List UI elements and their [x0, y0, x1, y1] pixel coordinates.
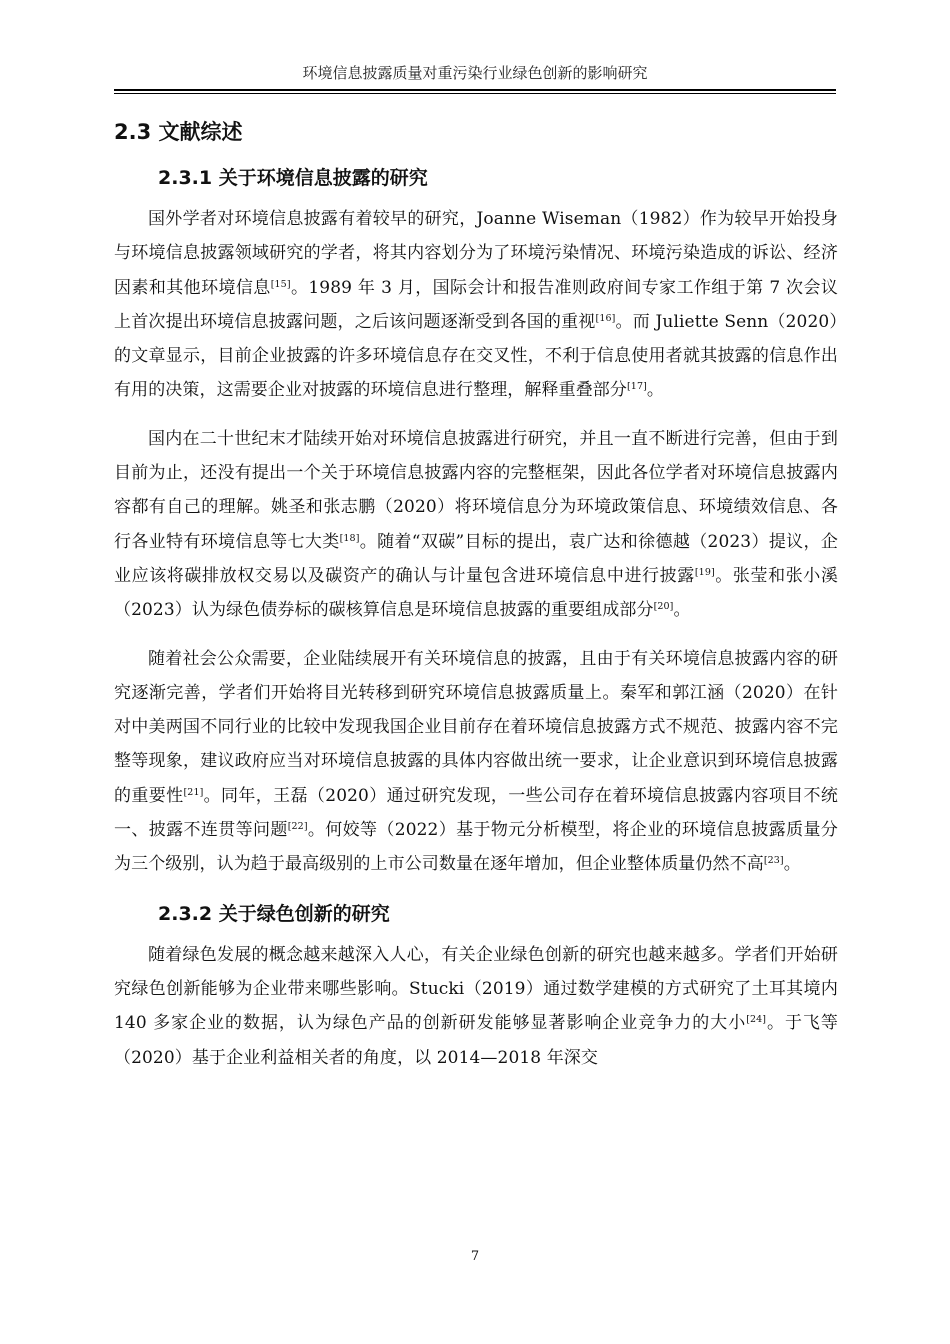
paragraph — [114, 938, 838, 1075]
text-run: 。1989 年 3 月，国际会计和报告准则政府间专家工作组于第 7 次会议上首次提出环境信息披露问题，之后该问题逐渐受到各国的重视 — [114, 277, 838, 332]
paragraph — [114, 422, 838, 628]
text-run: 。随着“双碳”目标的提出，袁广达和徐德越（2023）提议，企业应该将碳排放权交易以及碳资产的确认与计量包含进环境信息中进行披露 — [114, 531, 838, 586]
header-rule-thin — [114, 93, 836, 94]
citation-ref: [21] — [183, 786, 204, 798]
citation-ref: [20] — [653, 601, 674, 613]
section-title: 2.3 文献综述 — [114, 120, 243, 144]
citation-ref: [22] — [287, 821, 308, 833]
citation-ref: [18] — [339, 532, 360, 544]
subsection-title-2-3-1: 2.3.1 关于环境信息披露的研究 — [158, 167, 428, 189]
text-run: 随着社会公众需要，企业陆续展开有关环境信息的披露，且由于有关环境信息披露内容的研究逐渐完善，学者们开始将目光转移到研究环境信息披露质量上。秦军和郭江涵（2020）在针对中美两国不同行业的比较中发现我国企业目前存在着环境信息披露方式不规范、披露内容不完整等现象，建议政府应当对环境信息披露的具体内容做出统一要求，让企业意识到环境信息披露的重要性 — [114, 648, 838, 806]
page-number: 7 — [470, 1249, 480, 1264]
header-rule-thick — [114, 89, 836, 91]
citation-ref: [19] — [694, 566, 715, 578]
text-run: 。 — [646, 380, 665, 401]
text-run: 。张莹和张小溪（2023）认为绿色债券标的碳核算信息是环境信息披露的重要组成部分 — [114, 565, 838, 621]
paragraph — [114, 202, 838, 408]
running-header: 环境信息披露质量对重污染行业绿色创新的影响研究 — [302, 64, 648, 82]
subsection-title-2-3-2: 2.3.2 关于绿色创新的研究 — [158, 902, 390, 925]
text-run: 。何姣等（2022）基于物元分析模型，将企业的环境信息披露质量分为三个级别，认为趋于最高级别的上市公司数量在逐年增加，但企业整体质量仍然不高 — [114, 820, 839, 875]
text-run: 国内在二十世纪末才陆续开始对环境信息披露进行研究，并且一直不断进行完善，但由于到目前为止，还没有提出一个关于环境信息披露内容的完整框架，因此各位学者对环境信息披露内容都有自己的理解。姚圣和张志鹏（2020）将环境信息分为环境政策信息、环境绩效信息、各行各业特有环境信息等七大类 — [114, 428, 838, 552]
text-run: 。于飞等（2020）基于企业利益相关者的角度，以 2014—2018 年深交 — [114, 1013, 838, 1068]
document-body — [114, 112, 838, 1089]
citation-ref: [24] — [746, 1014, 767, 1026]
text-run: 。 — [673, 600, 691, 621]
citation-ref: [17] — [627, 381, 647, 393]
citation-ref: [23] — [763, 855, 784, 867]
citation-ref: [15] — [270, 278, 291, 290]
text-run: 。而 Juliette Senn（2020）的文章显示，目前企业披露的许多环境信息存在交叉性，不利于信息使用者就其披露的信息作出有用的决策，这需要企业对披露的环境信息进行整理，解释重叠部分 — [114, 311, 838, 401]
citation-ref: [16] — [595, 312, 616, 324]
text-run: 。同年，王磊（2020）通过研究发现，一些公司存在着环境信息披露内容项目不统一、披露不连贯等问题 — [114, 785, 839, 841]
text-run: 随着绿色发展的概念越来越深入人心，有关企业绿色创新的研究也越来越多。学者们开始研究绿色创新能够为企业带来哪些影响。Stucki（2019）通过数学建模的方式研究了土耳其境内 140 多家企业的数据，认为绿色产品的创新研发能够显著影响企业竞争力的大小 — [114, 944, 838, 1034]
paragraph — [114, 642, 838, 882]
text-run: 国外学者对环境信息披露有着较早的研究，Joanne Wiseman（1982）作为较早开始投身与环境信息披露领域研究的学者，将其内容划分为了环境污染情况、环境污染造成的诉讼、经济因素和其他环境信息 — [114, 209, 838, 298]
text-run: 。 — [783, 854, 801, 875]
